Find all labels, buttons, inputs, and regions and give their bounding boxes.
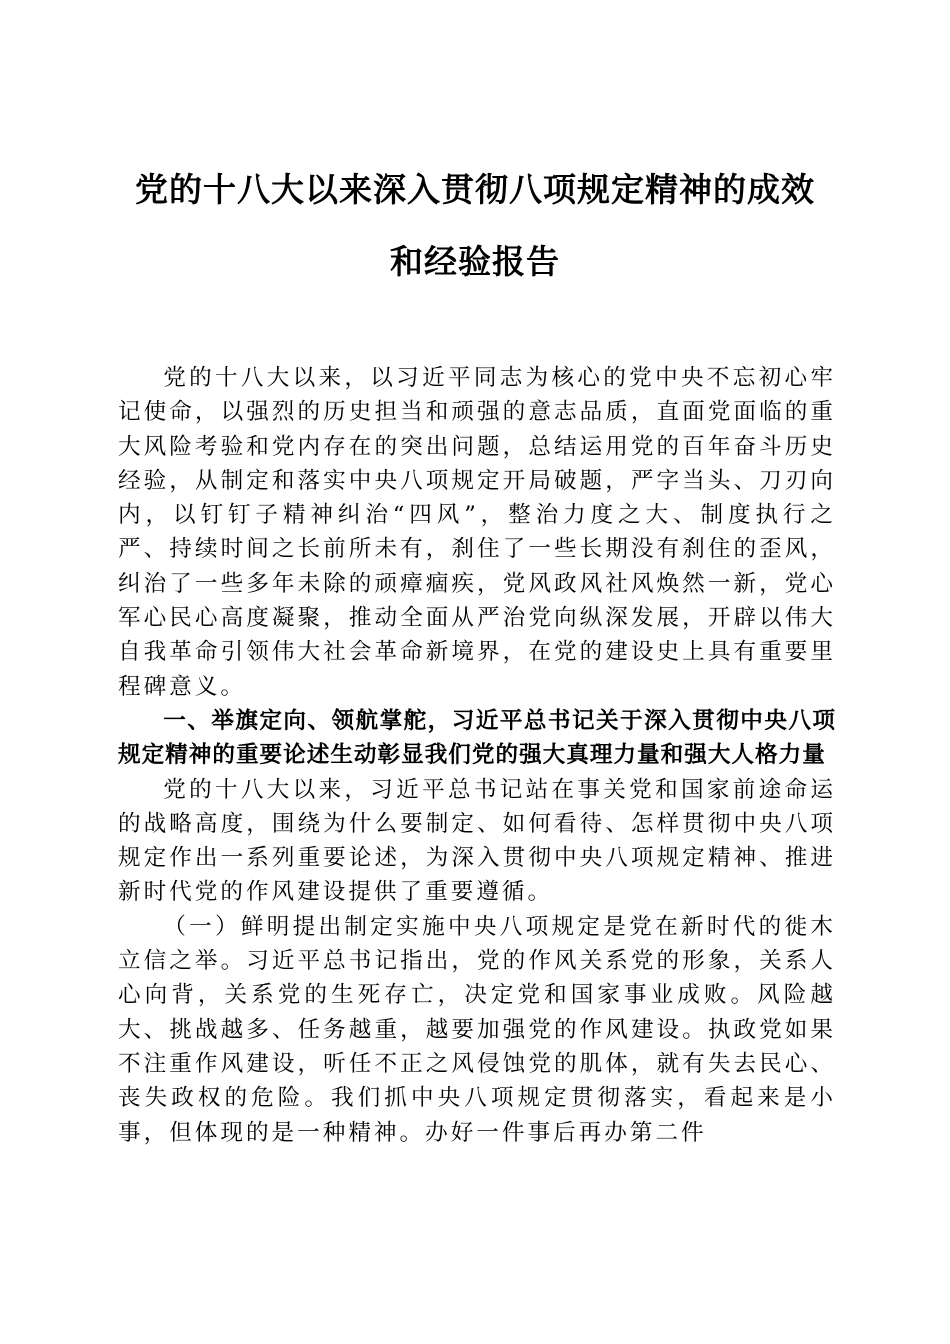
document-title-line-2: 和经验报告 xyxy=(390,242,560,281)
paragraph-section-1-intro: 党的十八大以来，习近平总书记站在事关党和国家前途命运的战略高度，围绕为什么要制定、如何看待、怎样贯彻中央八项规定作出一系列重要论述，为深入贯彻中央八项规定精神、推进新时代党的作风建设提供了重要遵循。 xyxy=(118,776,836,906)
section-heading-1: 一、举旗定向、领航掌舵，习近平总书记关于深入贯彻中央八项规定精神的重要论述生动彰显我们党的强大真理力量和强大人格力量 xyxy=(118,707,836,769)
document-body xyxy=(118,361,836,1150)
paragraph-intro: 党的十八大以来，以习近平同志为核心的党中央不忘初心牢记使命，以强烈的历史担当和顽强的意志品质，直面党面临的重大风险考验和党内存在的突出问题，总结运用党的百年奋斗历史经验，从制定和落实中央八项规定开局破题，严字当头、刀刃向内，以钉钉子精神纠治“四风”，整治力度之大、制度执行之严、持续时间之长前所未有，刹住了一些长期没有刹住的歪风，纠治了一些多年未除的顽瘴痼疾，党风政风社风焕然一新，党心军心民心高度凝聚，推动全面从严治党向纵深发展，开辟以伟大自我革命引领伟大社会革命新境界，在党的建设史上具有重要里程碑意义。 xyxy=(118,365,836,700)
paragraph-subsection-1: （一）鲜明提出制定实施中央八项规定是党在新时代的徙木立信之举。习近平总书记指出，党的作风关系党的形象，关系人心向背，关系党的生死存亡，决定党和国家事业成败。风险越大、挑战越多、任务越重，越要加强党的作风建设。执政党如果不注重作风建设，听任不正之风侵蚀党的肌体，就有失去民心、丧失政权的危险。我们抓中央八项规定贯彻落实，看起来是小事，但体现的是一种精神。办好一件事后再办第二件 xyxy=(118,913,836,1146)
document-title-line-1: 党的十八大以来深入贯彻八项规定精神的成效 xyxy=(135,170,815,209)
